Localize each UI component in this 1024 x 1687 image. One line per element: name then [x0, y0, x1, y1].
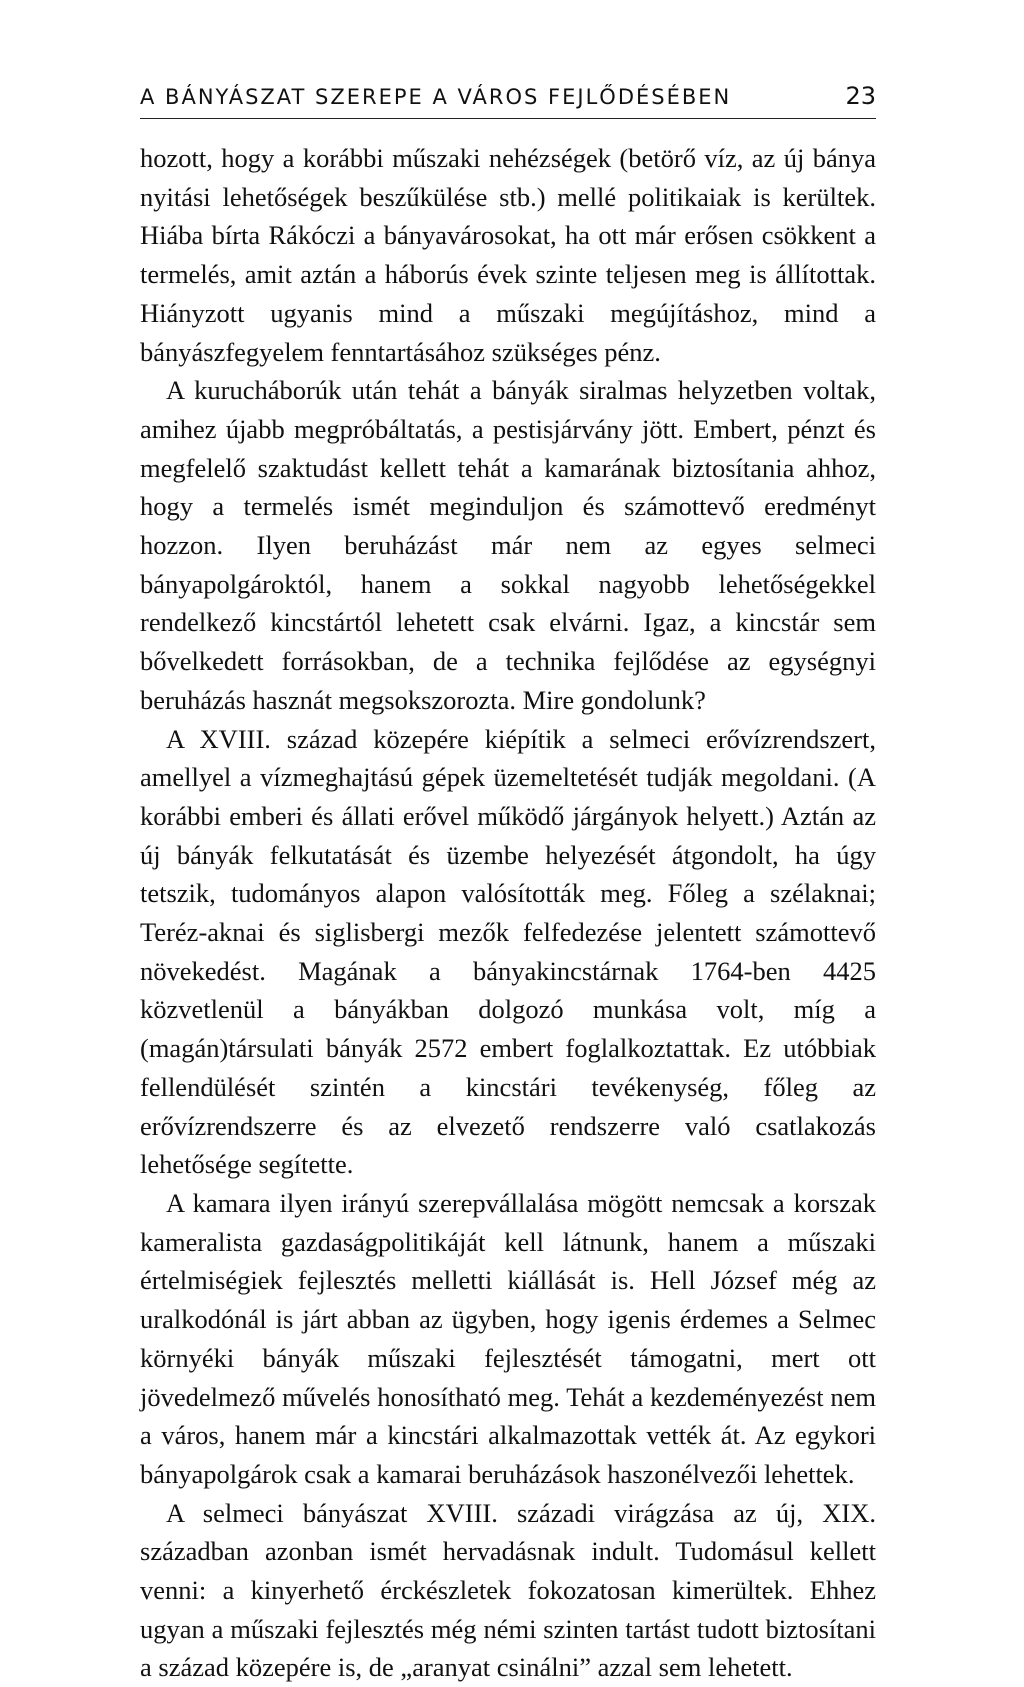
paragraph: A XVIII. század közepére kiépítik a selmeci erővízrendszert, amellyel a vízmeghajtású gépek üzemeltetését tudják megoldani. (A korábbi emberi és állati erővel működő járgányok helyett.) Aztán az új bányák felkutatását és üzembe helyezését átgondolt, ha úgy tetszik, tudományos alapon valósították meg. Főleg a szélaknai; Teréz-aknai és siglisbergi mezők felfedezése jelentett számottevő növekedést. Magának a bányakincstárnak 1764-ben 4425 közvetlenül a bányákban dolgozó munkása volt, míg a (magán)társulati bányák 2572 embert foglalkoztattak. Ez utóbbiak fellendülését szintén a kincstári tevékenység, főleg az erővízrendszerre és az elvezető rendszerre való csatlakozás lehetősége segítette. [140, 723, 876, 1180]
paragraph: A kurucháborúk után tehát a bányák siralmas helyzetben voltak, amihez újabb megpróbáltatás, a pestisjárvány jött. Embert, pénzt és megfelelő szaktudást kellett tehát a kamarának biztosítania ahhoz, hogy a termelés ismét meginduljon és számottevő eredményt hozzon. Ilyen beruházást már nem az egyes selmeci bányapolgároktól, hanem a sokkal nagyobb lehetőségekkel rendelkező kincstártól lehetett csak elvárni. Igaz, a kincstár sem bővelkedett forrásokban, de a technika fejlődése az egységnyi beruházás hasznát megsokszorozta. Mire gondolunk? [140, 375, 876, 715]
page-number: 23 [845, 82, 876, 110]
body-text [140, 139, 876, 1687]
paragraph: A kamara ilyen irányú szerepvállalása mögött nemcsak a korszak kameralista gazdaságpolitikáját kell látnunk, hanem a műszaki értelmiségiek fejlesztés melletti kiállását is. Hell József még az uralkodónál is járt abban az ügyben, hogy igenis érdemes a Selmec környéki bányák műszaki fejlesztését támogatni, mert ott jövedelmező művelés honosítható meg. Tehát a kezdeményezést nem a város, hanem már a kincstári alkalmazottak vették át. Az egykori bányapolgárok csak a kamarai beruházások haszonélvezői lehettek. [140, 1187, 876, 1489]
paragraph: hozott, hogy a korábbi műszaki nehézségek (betörő víz, az új bánya nyitási lehetőségek beszűkülése stb.) mellé politikaiak is kerültek. Hiába bírta Rákóczi a bányavárosokat, ha ott már erősen csökkent a termelés, amit aztán a háborús évek szinte teljesen meg is állítottak. Hiányzott ugyanis mind a műszaki megújításhoz, mind a bányászfegyelem fenntartásához szükséges pénz. [140, 143, 876, 367]
running-header [140, 78, 876, 114]
paragraph: A selmeci bányászat XVIII. századi virágzása az új, XIX. században azonban ismét hervadásnak indult. Tudomásul kellett venni: a kinyerhető érckészletek fokozatosan kimerültek. Ehhez ugyan a műszaki fejlesztés még némi szinten tartást tudott biztosítani a század közepére is, de „aranyat csinálni” azzal sem lehetett. [140, 1497, 876, 1683]
header-rule [140, 118, 876, 119]
running-title: A BÁNYÁSZAT SZEREPE A VÁROS FEJLŐDÉSÉBEN [140, 85, 732, 109]
book-page [140, 78, 876, 1687]
